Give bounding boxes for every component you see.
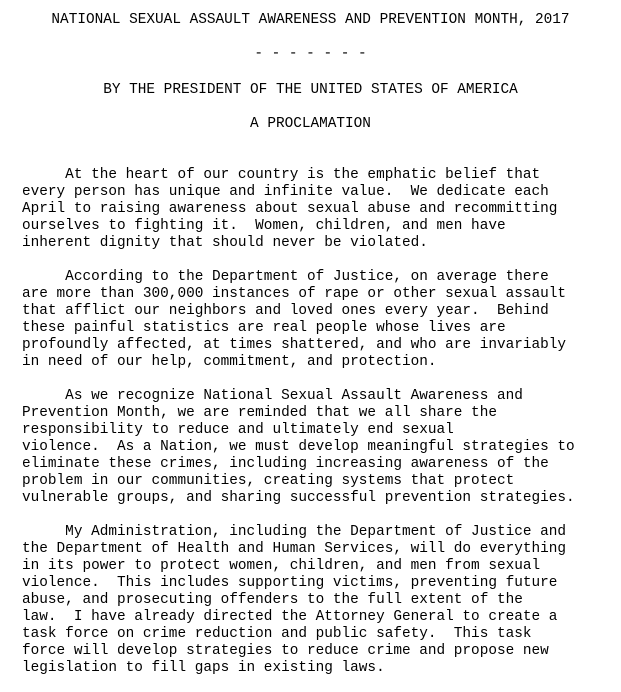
paragraph-line: violence. As a Nation, we must develop meaningful strategies to: [22, 439, 575, 455]
paragraph-line: eliminate these crimes, including increasing awareness of the: [22, 456, 549, 472]
proclamation-heading: A PROCLAMATION: [250, 116, 371, 132]
paragraph-line: these painful statistics are real people whose lives are: [22, 320, 506, 336]
paragraph-line: At the heart of our country is the emphatic belief that: [22, 167, 541, 183]
paragraph-line: law. I have already directed the Attorney General to create a: [22, 609, 558, 625]
paragraph-line: task force on crime reduction and public safety. This task: [22, 626, 532, 642]
byline: BY THE PRESIDENT OF THE UNITED STATES OF AMERICA: [103, 82, 518, 98]
paragraph-line: vulnerable groups, and sharing successful prevention strategies.: [22, 490, 575, 506]
paragraph-line: responsibility to reduce and ultimately end sexual: [22, 422, 454, 438]
paragraph-line: in its power to protect women, children, and men from sexual: [22, 558, 541, 574]
separator-line: - - - - - - -: [254, 46, 367, 62]
paragraph-line: the Department of Health and Human Services, will do everything: [22, 541, 567, 557]
paragraph-line: Prevention Month, we are reminded that we all share the: [22, 405, 497, 421]
paragraph-line: profoundly affected, at times shattered, and who are invariably: [22, 337, 567, 353]
paragraph-line: abuse, and prosecuting offenders to the full extent of the: [22, 592, 523, 608]
document-title: NATIONAL SEXUAL ASSAULT AWARENESS AND PREVENTION MONTH, 2017: [51, 12, 570, 28]
paragraph-line: My Administration, including the Department of Justice and: [22, 524, 567, 540]
paragraph-line: violence. This includes supporting victims, preventing future: [22, 575, 558, 591]
paragraph-line: legislation to fill gaps in existing laws.: [22, 660, 385, 676]
paragraph-line: in need of our help, commitment, and protection.: [22, 354, 437, 370]
paragraph-line: According to the Department of Justice, on average there: [22, 269, 549, 285]
paragraph-line: are more than 300,000 instances of rape or other sexual assault: [22, 286, 567, 302]
paragraph-line: force will develop strategies to reduce crime and propose new: [22, 643, 549, 659]
paragraph-line: As we recognize National Sexual Assault Awareness and: [22, 388, 523, 404]
paragraph-line: that afflict our neighbors and loved ones every year. Behind: [22, 303, 549, 319]
paragraph-line: inherent dignity that should never be violated.: [22, 235, 428, 251]
paragraph-line: problem in our communities, creating systems that protect: [22, 473, 515, 489]
paragraph-line: every person has unique and infinite value. We dedicate each: [22, 184, 549, 200]
paragraph-line: April to raising awareness about sexual abuse and recommitting: [22, 201, 558, 217]
paragraph-line: ourselves to fighting it. Women, children, and men have: [22, 218, 506, 234]
